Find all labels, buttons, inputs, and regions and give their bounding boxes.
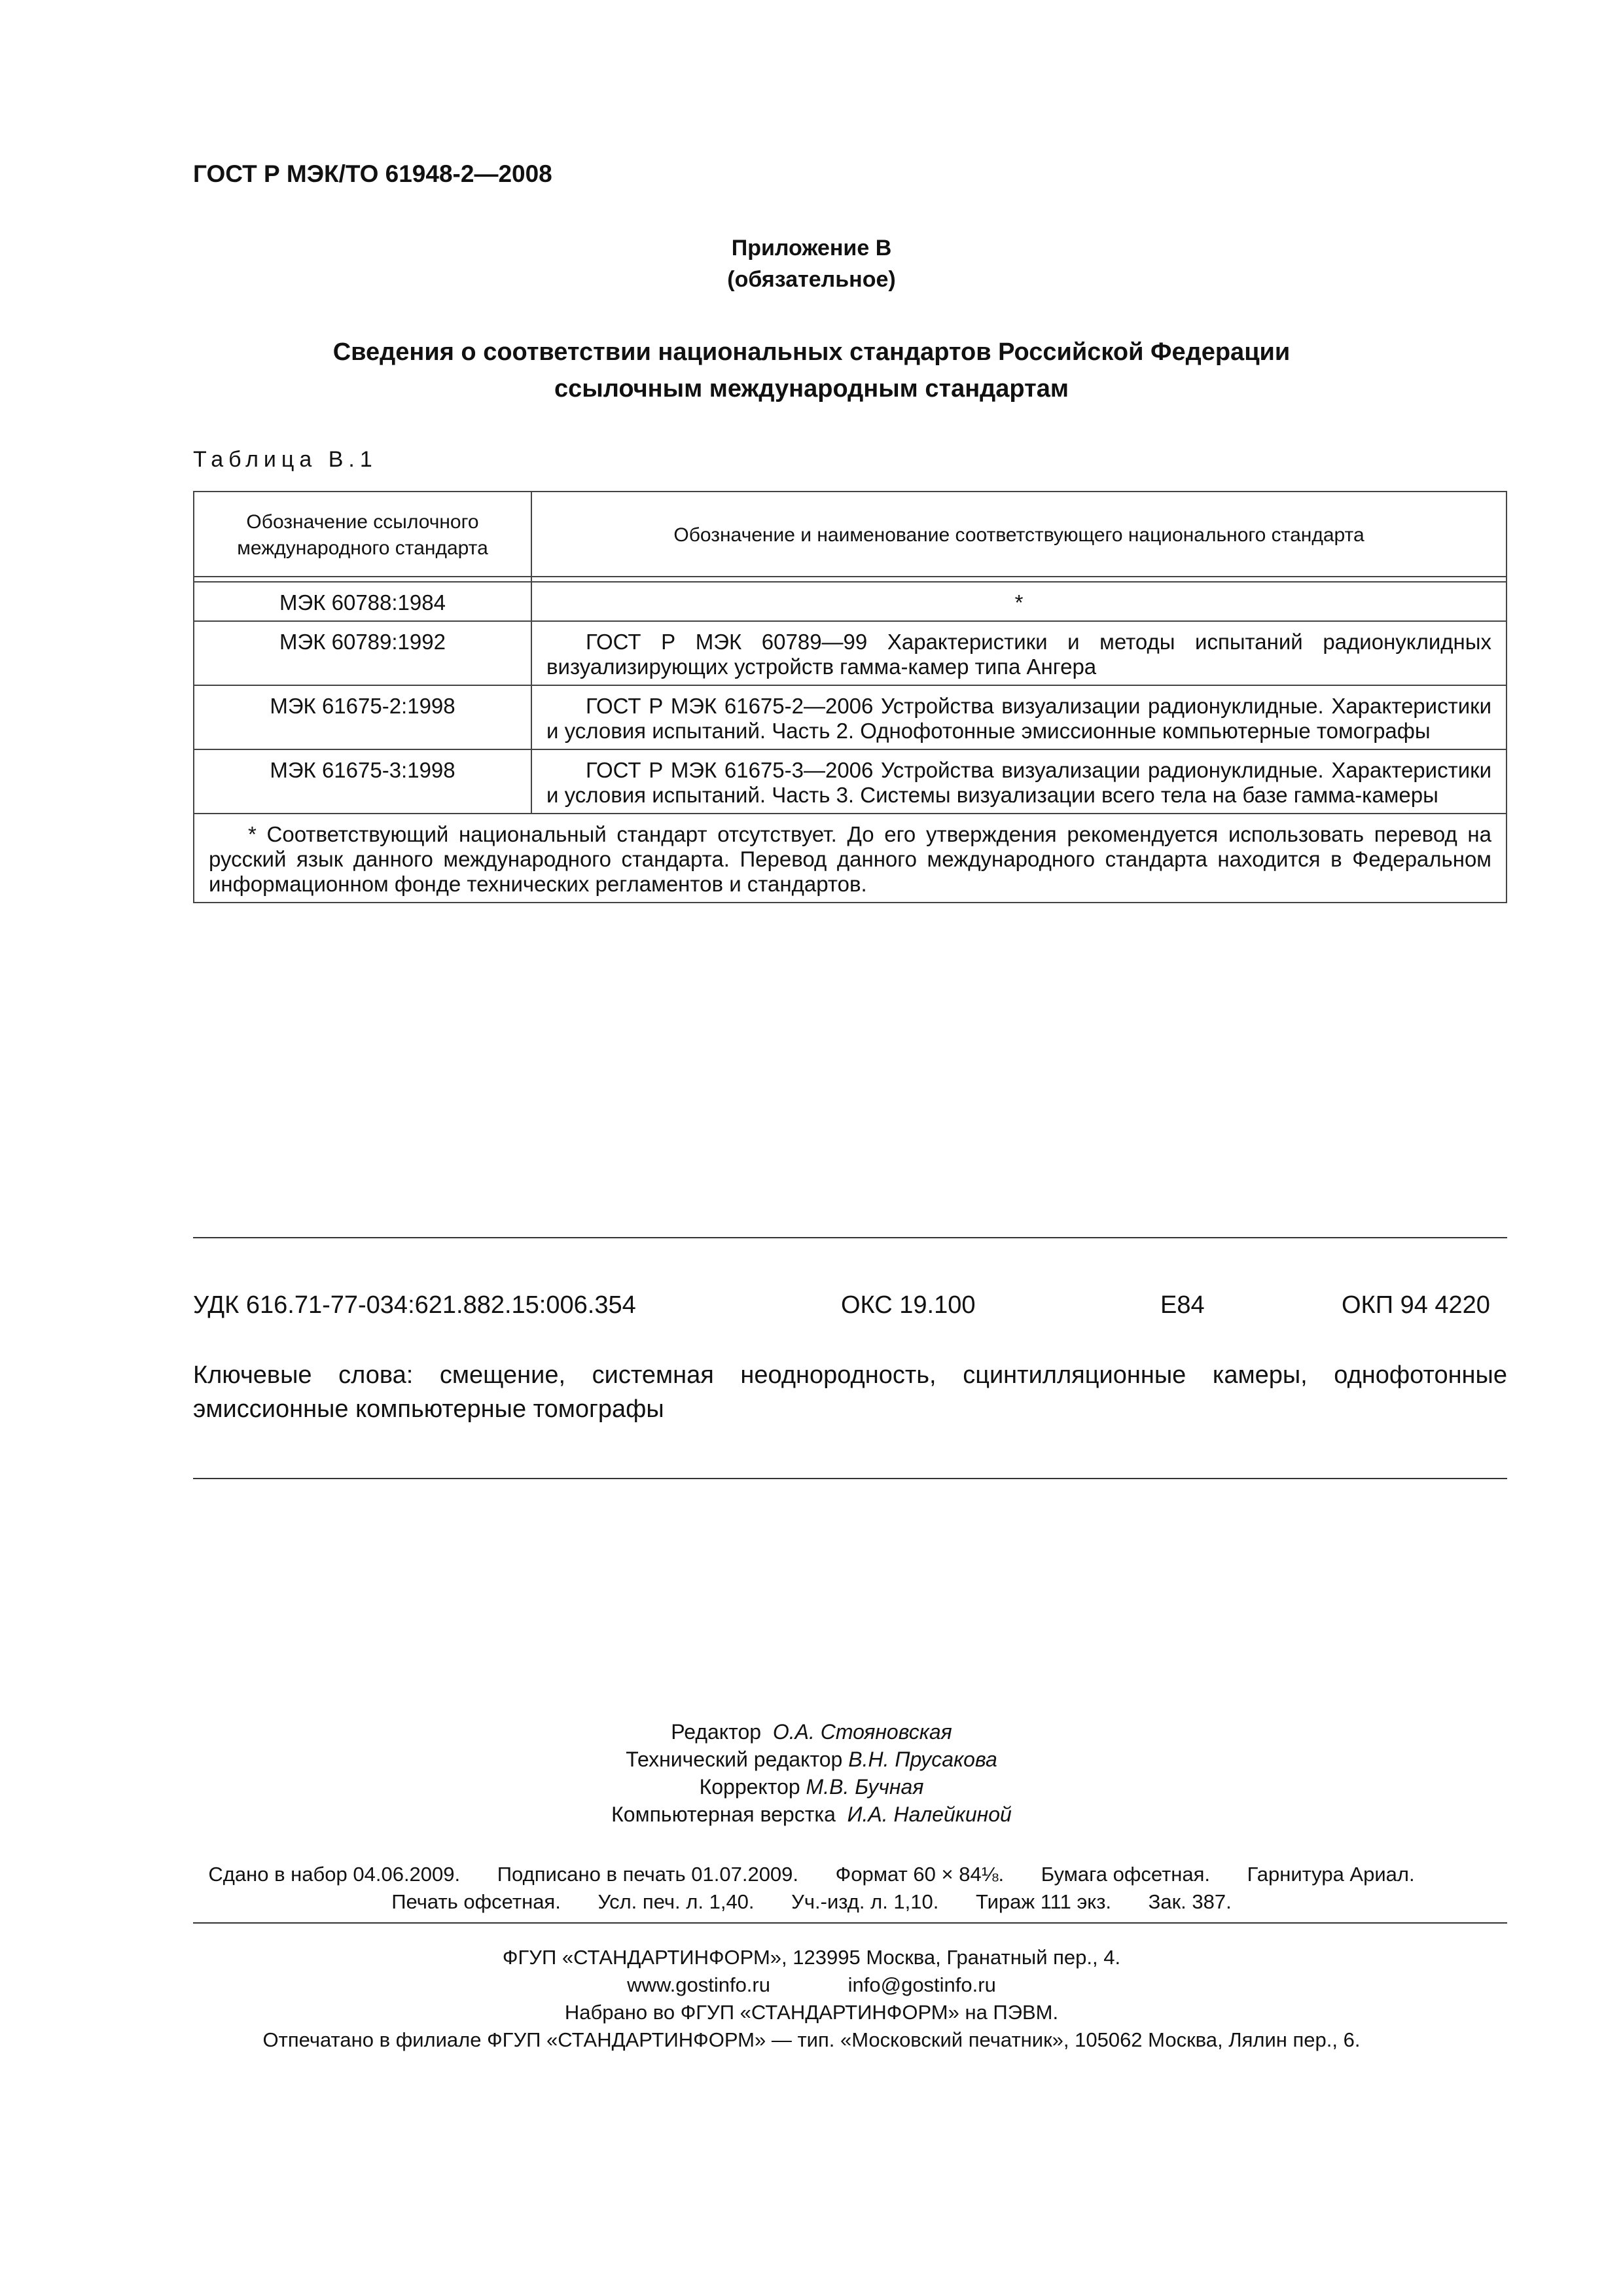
- print-item: Печать офсетная.: [391, 1890, 561, 1913]
- credit-tech-editor: [0, 1746, 1623, 1773]
- credit-name: В.Н. Прусакова: [848, 1748, 997, 1771]
- print-item: Бумага офсетная.: [1041, 1863, 1211, 1886]
- row-code: МЭК 60788:1984: [194, 582, 531, 621]
- annex-heading-line1: Сведения о соответствии национальных стандартов Российской Федерации: [332, 338, 1291, 366]
- print-item: Уч.-изд. л. 1,10.: [791, 1890, 939, 1913]
- publisher-printed: Отпечатано в филиале ФГУП «СТАНДАРТИНФОРМ» — тип. «Московский печатник», 105062 Москва, Лялин пер., 6.: [262, 2028, 1361, 2051]
- standards-table: [193, 491, 1507, 903]
- row-code: МЭК 61675-2:1998: [194, 685, 531, 749]
- annex-label: [0, 232, 1623, 295]
- print-item: Подписано в печать 01.07.2009.: [497, 1863, 799, 1886]
- credit-name: О.А. Стояновская: [772, 1720, 952, 1744]
- print-item: Усл. печ. л. 1,40.: [597, 1890, 755, 1913]
- annex-title: Приложение В: [731, 236, 892, 260]
- header-separator: [194, 577, 1507, 582]
- table-header-row: [194, 492, 1507, 577]
- annex-status: (обязательное): [727, 267, 896, 292]
- column-header-international: Обозначение ссылочного международного стандарта: [194, 492, 531, 577]
- print-info-line1: [0, 1861, 1623, 1888]
- row-desc: ГОСТ Р МЭК 60789—99 Характеристики и методы испытаний радионуклидных визуализирующих устройств гамма-камер типа Ангера: [531, 621, 1507, 685]
- credit-name: И.А. Налейкиной: [847, 1803, 1012, 1826]
- credit-role: Корректор: [699, 1775, 800, 1799]
- table-footnote: * Соответствующий национальный стандарт отсутствует. До его утверждения рекомендуется использовать перевод на русский язык данного международного стандарта. Перевод данного международного стандарта находится в Федеральном информационном фонде технических регламентов и стандартов.: [194, 814, 1507, 903]
- print-item: Гарнитура Ариал.: [1247, 1863, 1415, 1886]
- print-info: [0, 1861, 1623, 1916]
- annex-heading-line2: ссылочным международным стандартам: [554, 375, 1069, 403]
- divider-top: [193, 1237, 1507, 1238]
- e-code: Е84: [1160, 1291, 1205, 1319]
- credit-layout: [0, 1801, 1623, 1828]
- row-desc: *: [531, 582, 1507, 621]
- oks-code: ОКС 19.100: [841, 1291, 976, 1319]
- row-desc: ГОСТ Р МЭК 61675-3—2006 Устройства визуализации радионуклидные. Характеристики и условия испытаний. Часть 3. Системы визуализации всего тела на базе гамма-камеры: [531, 749, 1507, 814]
- table-footnote-row: [194, 814, 1507, 903]
- credit-role: Технический редактор: [626, 1748, 843, 1771]
- print-item: Зак. 387.: [1148, 1890, 1232, 1913]
- udk-code: УДК 616.71-77-034:621.882.15:006.354: [193, 1291, 636, 1319]
- publisher-info: [0, 1944, 1623, 2054]
- publisher-address: ФГУП «СТАНДАРТИНФОРМ», 123995 Москва, Гранатный пер., 4.: [502, 1946, 1121, 1969]
- document-code: ГОСТ Р МЭК/ТО 61948-2—2008: [193, 160, 552, 187]
- table-row: [194, 621, 1507, 685]
- print-item: Сдано в набор 04.06.2009.: [208, 1863, 461, 1886]
- credits: [0, 1718, 1623, 1828]
- print-info-line2: [0, 1888, 1623, 1916]
- row-code: МЭК 60789:1992: [194, 621, 531, 685]
- divider-middle: [193, 1478, 1507, 1479]
- print-item: Формат 60 × 84⅛.: [835, 1863, 1005, 1886]
- credit-role: Компьютерная верстка: [611, 1803, 836, 1826]
- divider-bottom: [193, 1922, 1507, 1924]
- table-label: Таблица В.1: [193, 447, 378, 472]
- publisher-contacts: [0, 1971, 1623, 1999]
- table-row: [194, 582, 1507, 621]
- print-item: Тираж 111 экз.: [976, 1890, 1112, 1913]
- credit-role: Редактор: [671, 1720, 762, 1744]
- row-code: МЭК 61675-3:1998: [194, 749, 531, 814]
- row-desc: ГОСТ Р МЭК 61675-2—2006 Устройства визуализации радионуклидные. Характеристики и условия испытаний. Часть 2. Однофотонные эмиссионные компьютерные томографы: [531, 685, 1507, 749]
- table-row: [194, 685, 1507, 749]
- annex-heading: [0, 334, 1623, 407]
- column-header-national: Обозначение и наименование соответствующего национального стандарта: [531, 492, 1507, 577]
- keywords: Ключевые слова: смещение, системная неоднородность, сцинтилляционные камеры, однофотонные эмиссионные компьютерные томографы: [193, 1361, 1507, 1423]
- credit-corrector: [0, 1773, 1623, 1801]
- publisher-typeset: Набрано во ФГУП «СТАНДАРТИНФОРМ» на ПЭВМ.: [564, 2001, 1059, 2024]
- okp-code: ОКП 94 4220: [1342, 1291, 1490, 1319]
- publisher-email-link[interactable]: info@gostinfo.ru: [847, 1973, 996, 1996]
- publisher-website-link[interactable]: www.gostinfo.ru: [627, 1973, 770, 1996]
- table-row: [194, 749, 1507, 814]
- credit-name: М.В. Бучная: [806, 1775, 924, 1799]
- credit-editor: [0, 1718, 1623, 1746]
